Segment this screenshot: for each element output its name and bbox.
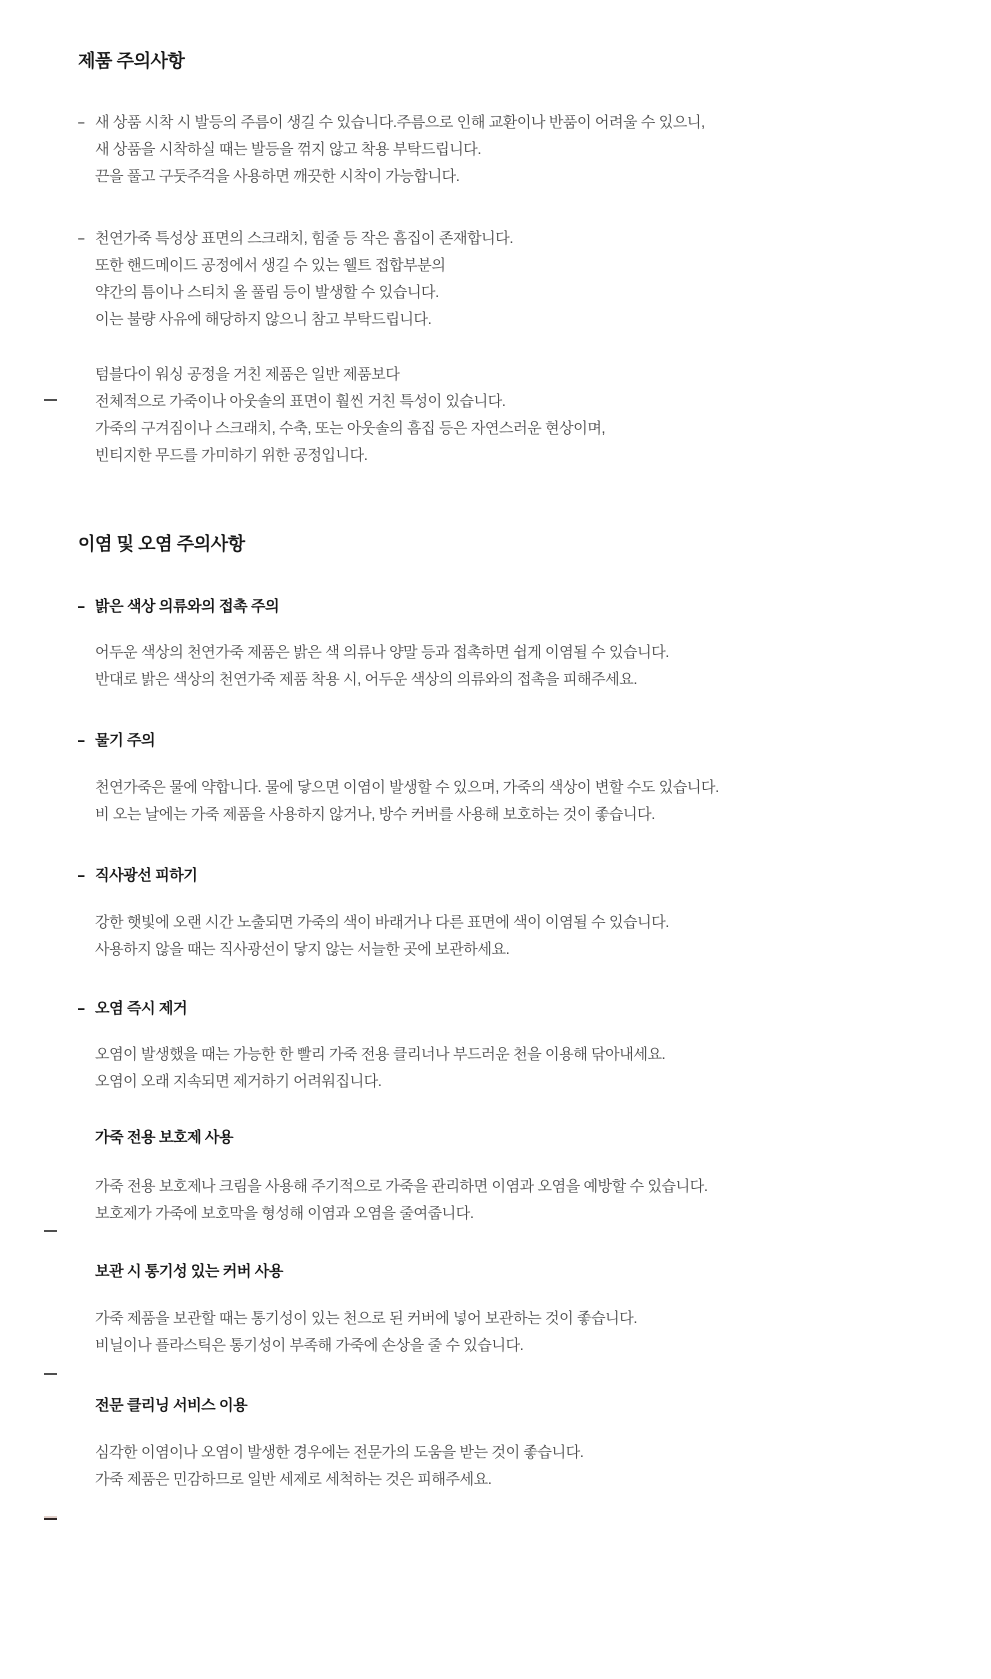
note-line: 텀블다이 워싱 공정을 거친 제품은 일반 제품보다 <box>95 366 400 383</box>
note-text: 천연가죽 특성상 표면의 스크래치, 힘줄 등 작은 흠집이 존재합니다. <box>95 230 514 247</box>
note-line: 가죽의 구겨짐이나 스크래치, 수축, 또는 아웃솔의 흠집 등은 자연스러운 현상이며, <box>95 420 606 437</box>
subheading-text: 직사광선 피하기 <box>95 867 198 884</box>
dash-bullet: - <box>77 1000 85 1017</box>
care-body-professional-cleaning <box>77 1439 584 1493</box>
note-line <box>77 225 513 252</box>
note-line: 오염이 오래 지속되면 제거하기 어려워집니다. <box>95 1073 382 1090</box>
care-subheading-protector <box>77 1124 233 1151</box>
subheading-line <box>77 1258 283 1285</box>
care-body-light-clothing <box>77 639 669 693</box>
product-note-paragraph-3 <box>77 361 605 469</box>
note-line: 심각한 이염이나 오염이 발생한 경우에는 전문가의 도움을 받는 것이 좋습니다. <box>95 1444 584 1461</box>
note-line: 어두운 색상의 천연가죽 제품은 밝은 색 의류나 양말 등과 접촉하면 쉽게 이염될 수 있습니다. <box>95 644 670 661</box>
note-line: 비닐이나 플라스틱은 통기성이 부족해 가죽에 손상을 줄 수 있습니다. <box>95 1337 524 1354</box>
note-line: 비 오는 날에는 가죽 제품을 사용하지 않거나, 방수 커버를 사용해 보호하는 것이 좋습니다. <box>95 806 655 823</box>
note-text: 새 상품 시착 시 발등의 주름이 생길 수 있습니다.주름으로 인해 교환이나 반품이 어려울 수 있으니, <box>95 114 705 131</box>
care-body-moisture <box>77 774 719 828</box>
dash-bullet: - <box>77 230 85 247</box>
note-line: 약간의 틈이나 스티치 올 풀림 등이 발생할 수 있습니다. <box>95 284 439 301</box>
care-subheading-light-clothing <box>77 593 279 620</box>
stray-dash-mark <box>44 1373 57 1375</box>
care-body-protector <box>77 1173 708 1227</box>
care-subheading-immediate-removal <box>77 995 187 1022</box>
subheading-text: 가죽 전용 보호제 사용 <box>95 1129 234 1146</box>
note-line: 가죽 제품은 민감하므로 일반 세제로 세척하는 것은 피해주세요. <box>95 1471 492 1488</box>
note-line: 가죽 제품을 보관할 때는 통기성이 있는 천으로 된 커버에 넣어 보관하는 것이 좋습니다. <box>95 1310 638 1327</box>
note-line <box>77 109 705 136</box>
subheading-line <box>77 1124 233 1151</box>
subheading-line <box>77 862 197 889</box>
care-body-immediate-removal <box>77 1041 665 1095</box>
note-line: 천연가죽은 물에 약합니다. 물에 닿으면 이염이 발생할 수 있으며, 가죽의 색상이 변할 수도 있습니다. <box>95 779 719 796</box>
dash-bullet: - <box>77 598 85 615</box>
subheading-line <box>77 995 187 1022</box>
note-line: 끈을 풀고 구둣주걱을 사용하면 깨끗한 시착이 가능합니다. <box>95 168 460 185</box>
subheading-line <box>77 1392 247 1419</box>
note-line: 가죽 전용 보호제나 크림을 사용해 주기적으로 가죽을 관리하면 이염과 오염을 예방할 수 있습니다. <box>95 1178 708 1195</box>
subheading-line <box>77 593 279 620</box>
note-line: 새 상품을 시착하실 때는 발등을 꺾지 않고 착용 부탁드립니다. <box>95 141 482 158</box>
note-line: 반대로 밝은 색상의 천연가죽 제품 착용 시, 어두운 색상의 의류와의 접촉을 피해주세요. <box>95 671 638 688</box>
subheading-line <box>77 727 155 754</box>
stray-dash-mark <box>44 1230 57 1232</box>
note-line: 전체적으로 가죽이나 아웃솔의 표면이 훨씬 거친 특성이 있습니다. <box>95 393 506 410</box>
note-line: 오염이 발생했을 때는 가능한 한 빨리 가죽 전용 클리너나 부드러운 천을 이용해 닦아내세요. <box>95 1046 666 1063</box>
care-body-sunlight <box>77 909 669 963</box>
subheading-text: 전문 클리닝 서비스 이용 <box>95 1397 248 1414</box>
note-line: 또한 핸드메이드 공정에서 생길 수 있는 웰트 접합부분의 <box>95 257 446 274</box>
subheading-text: 오염 즉시 제거 <box>95 1000 188 1017</box>
section-title-product-precautions: 제품 주의사항 <box>78 51 185 71</box>
subheading-text: 보관 시 통기성 있는 커버 사용 <box>95 1263 283 1280</box>
note-line: 보호제가 가죽에 보호막을 형성해 이염과 오염을 줄여줍니다. <box>95 1205 474 1222</box>
note-line: 사용하지 않을 때는 직사광선이 닿지 않는 서늘한 곳에 보관하세요. <box>95 941 510 958</box>
dash-bullet: - <box>77 732 85 749</box>
dash-bullet: - <box>77 114 85 131</box>
product-note-paragraph-2 <box>77 225 513 333</box>
stray-dash-mark <box>44 399 57 401</box>
note-line: 강한 햇빛에 오랜 시간 노출되면 가죽의 색이 바래거나 다른 표면에 색이 이염될 수 있습니다. <box>95 914 670 931</box>
note-line: 이는 불량 사유에 해당하지 않으니 참고 부탁드립니다. <box>95 311 432 328</box>
subheading-text: 밝은 색상 의류와의 접촉 주의 <box>95 598 280 615</box>
care-body-breathable-cover <box>77 1305 637 1359</box>
care-subheading-professional-cleaning <box>77 1392 247 1419</box>
care-subheading-sunlight <box>77 862 197 889</box>
subheading-text: 물기 주의 <box>95 732 156 749</box>
care-subheading-breathable-cover <box>77 1258 283 1285</box>
care-subheading-moisture <box>77 727 155 754</box>
section-title-staining-precautions: 이염 및 오염 주의사항 <box>78 534 245 554</box>
note-line: 빈티지한 무드를 가미하기 위한 공정입니다. <box>95 447 368 464</box>
stray-dash-mark <box>44 1518 57 1520</box>
dash-bullet: - <box>77 867 85 884</box>
product-note-paragraph-1 <box>77 109 705 190</box>
